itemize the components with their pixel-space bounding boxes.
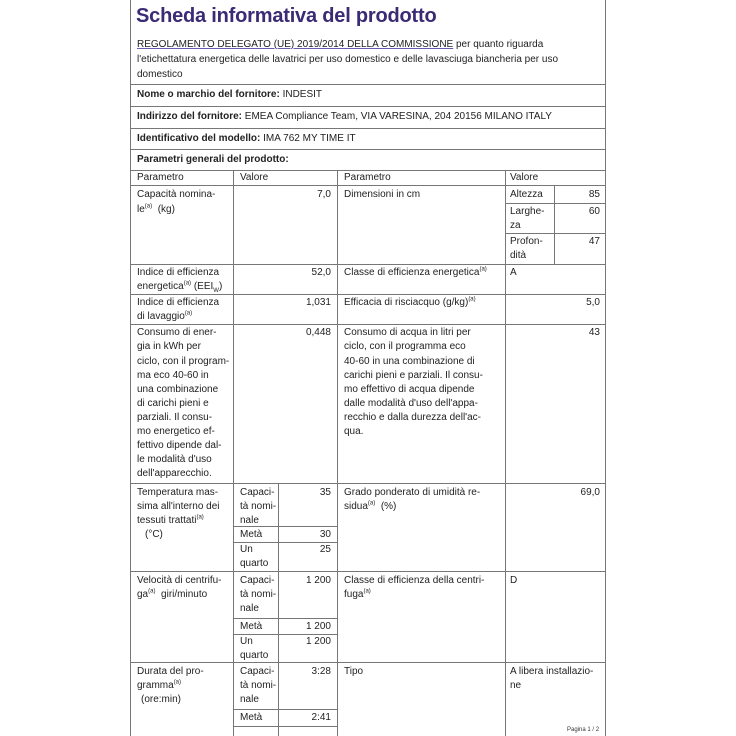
- energy-class-value: A: [510, 267, 517, 278]
- model-identifier: [137, 132, 356, 147]
- temperature-quarter-value: 25: [319, 544, 331, 555]
- spin-rated-value: 1 200: [305, 575, 331, 586]
- capacity-value: 7,0: [317, 189, 331, 200]
- model-identifier-label: Identificativo del modello:: [137, 133, 261, 144]
- spin-quarter-value: 1 200: [305, 636, 331, 647]
- product-sheet-page: Scheda informativa del prodotto REGOLAMENTO DELEGATO (UE) 2019/2014 DELLA COMMISSIONE per quanto riguarda l'etichettatura energetica delle lavatrici per uso domestico e delle lavasciuga biancheria per uso domestico Nome o marchio del fornitore: INDESIT Indirizzo del fornitore: EMEA Compliance Team, VIA VARESINA, 204 20156 MILANO ITALY Identificativo del modello: IMA 762 MY TIME IT Parametri generali del prodotto: Parametro Valore Parametro Valore Capacità nomina- $le^{(a)}$ (kg) 7,0 Dimensioni in cm Altezza 85 Larghe- za 60 Profon- dità 47 Indice di efficienza energetica$^{(a)}$ $(EEI_W)$ 52,0 Classe di efficienza energetica$^{(a)}$ A Indice di efficienza di lavaggio$^{(a)}$ 1,031 Efficacia di risciacquo $(g/kg)^{(a)}$ 5,0 Consumo di ener- gia in kWh per ciclo, con il program- ma eco 40-60 in una combinazione di carichi pieni e parziali. Il consu- mo energetico ef- fettivo dipende dal- le modalità d'uso dell'apparecchio. 0,448 Consumo di acqua in litri per ciclo, con il programma eco 40-60 in una combinazione di carichi pieni e parziali. Il consu- mo effettivo di acqua dipende dalle modalità d'uso dell'appa- recchio e dalla durezza dell'ac- qua. 43 Temperatura mas- sima all'interno dei tessuti trattati$^{(a)}$ (°C) Capaci- tà nomi- nale 35 Metà 30 Un quarto 25 Grado ponderato di umidità re- sidua$^{(a)}$ (%) 69,0 Velocità di centrifu- $ga^{(a)}$ giri/minuto Capaci- tà nomi- nale 1 200 Metà 1 200 Un quarto 1 200 Classe di efficienza della centri- fuga$^{(a)}$ D Durata del pro- gramma$^{(a)}$ (ore:min) Capaci- tà nomi- nale 3:28 Metà 2:41 Tipo A libera installazio- ne: [130, 0, 606, 736]
- height-label: Altezza: [510, 189, 543, 200]
- page-title: Scheda informativa del prodotto: [136, 5, 437, 27]
- dimensions-label: Dimensioni in cm: [344, 189, 421, 200]
- rinsing-label: Efficacia di risciacquo $(g/kg)^{(a)}$: [344, 296, 476, 308]
- regulation-intro: [137, 37, 601, 82]
- regulation-text: per quanto riguarda l'etichettatura energetica delle lavatrici per uso domestico e delle lavasciuga biancheria per uso domestico: [137, 39, 559, 80]
- temperature-half-value: 30: [319, 529, 331, 540]
- section-label: Parametri generali del prodotto:: [137, 154, 289, 165]
- supplier-address: [137, 110, 552, 125]
- duration-rated-value: 3:28: [311, 666, 331, 677]
- page-number: Pagina 1 / 2: [567, 727, 600, 733]
- rinsing-value: 5,0: [586, 297, 600, 308]
- regulation-link[interactable]: REGOLAMENTO DELEGATO (UE) 2019/2014 DELLA COMMISSIONE: [137, 39, 454, 50]
- humidity-value: 69,0: [580, 487, 600, 498]
- model-identifier-value: IMA 762 MY TIME IT: [263, 133, 356, 144]
- type-label: Tipo: [344, 666, 364, 677]
- eei-value: 52,0: [311, 267, 331, 278]
- header-value-left: Valore: [240, 172, 269, 183]
- header-value-right: Valore: [510, 172, 539, 183]
- water-consumption-value: 43: [588, 327, 600, 338]
- energy-class-label: Classe di efficienza energetica$^{(a)}$: [344, 266, 487, 278]
- supplier-address-label: Indirizzo del fornitore:: [137, 111, 242, 122]
- depth-value: 47: [588, 236, 600, 247]
- supplier-address-value: EMEA Compliance Team, VIA VARESINA, 204 20156 MILANO ITALY: [244, 111, 552, 122]
- energy-consumption-value: 0,448: [305, 327, 331, 338]
- spin-half-value: 1 200: [305, 621, 331, 632]
- washing-index-value: 1,031: [305, 297, 331, 308]
- width-value: 60: [588, 206, 600, 217]
- duration-half-value: 2:41: [311, 712, 331, 723]
- supplier-name: [137, 88, 322, 103]
- temperature-rated-value: 35: [319, 487, 331, 498]
- height-value: 85: [588, 189, 600, 200]
- supplier-name-label: Nome o marchio del fornitore:: [137, 89, 280, 100]
- temperature-half-label: Metà: [240, 529, 263, 540]
- supplier-name-value: INDESIT: [282, 89, 323, 100]
- header-param-right: Parametro: [344, 172, 391, 183]
- spin-class-value: D: [510, 575, 518, 586]
- spin-half-label: Metà: [240, 621, 263, 632]
- duration-half-label: Metà: [240, 712, 263, 723]
- header-param-left: Parametro: [137, 172, 184, 183]
